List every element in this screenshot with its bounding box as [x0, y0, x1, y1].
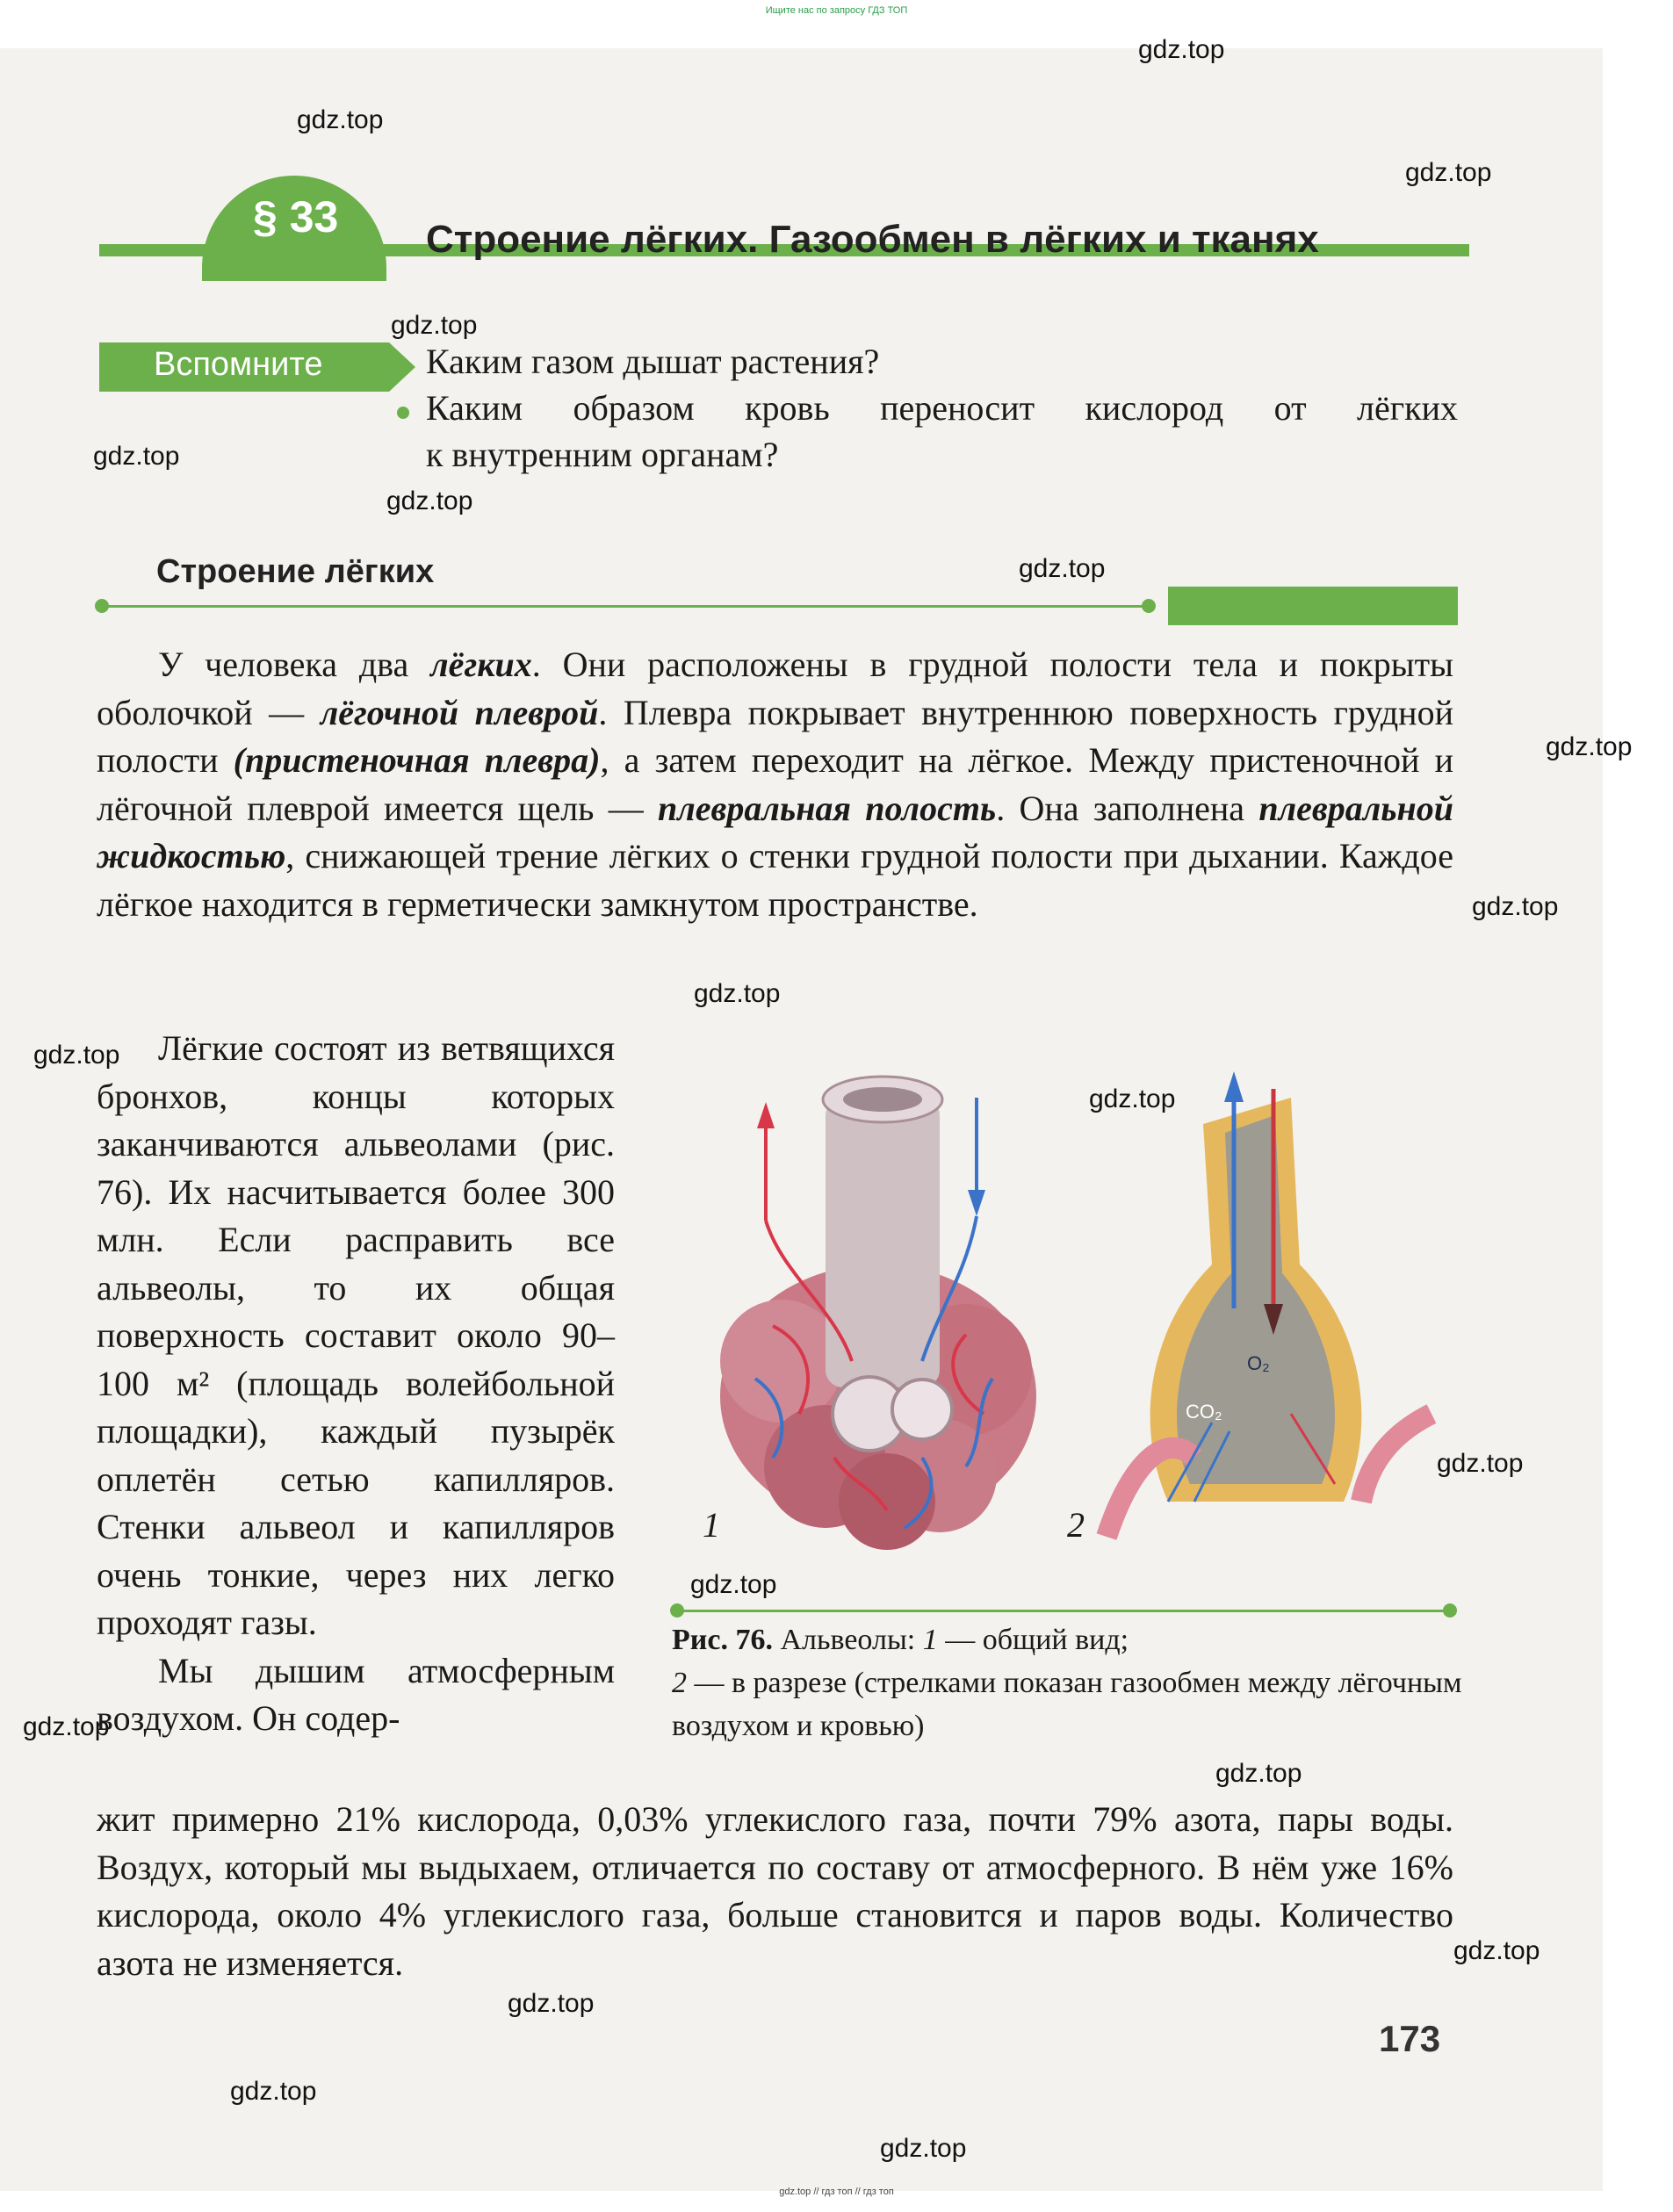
remember-label: Вспомните [154, 346, 323, 383]
paragraph-2: Лёгкие состоят из ветвящихся бронхов, концы которых заканчиваются альвеолами (рис. 76). Их насчитывается более 300 млн. Если расправить все альвеолы, то их общая поверхность составит около 90–100 м² (площадь волейбольной площадки), каждый пузырёк оплетён сетью капилляров. Стенки альвеол и капилляров очень тонкие, через них легко проходят газы. Мы дышим атмосферным воздухом. Он содер- [97, 1028, 615, 1738]
paragraph-3-start: Мы дышим атмосферным воздухом. Он содер- [97, 1650, 615, 1738]
term-pleura: лёгочной плеврой [320, 692, 599, 732]
rule-dot [670, 1603, 684, 1618]
subheading-bar [1168, 587, 1458, 625]
watermark: gdz.top [1437, 1449, 1524, 1478]
figure-label-1: 1 [703, 1505, 720, 1545]
watermark: gdz.top [1089, 1084, 1176, 1113]
o2-label: O₂ [1247, 1352, 1270, 1374]
watermark: gdz.top [1138, 35, 1225, 64]
caption-rule [676, 1610, 1449, 1612]
page-number: 173 [1379, 2018, 1441, 2059]
rule-dot [95, 599, 109, 613]
watermark: gdz.top [1215, 1759, 1302, 1788]
subheading-rule [99, 605, 1149, 608]
watermark: gdz.top [1453, 1936, 1540, 1965]
watermark: gdz.top [880, 2134, 967, 2163]
top-note: Ищите нас по запросу ГДЗ ТОП [765, 5, 908, 16]
watermark: gdz.top [690, 1570, 777, 1599]
alveoli-figure [676, 1045, 1458, 1563]
paragraph-1: У человека два лёгких. Они расположены в грудной полости тела и покрыты оболочкой — лёгочной плеврой. Плевра покрывает внутреннюю поверхность грудной полости (пристеночная плевра), а затем переходит на лёгкое. Между пристеночной и лёгочной плеврой имеется щель — плевральная полость. Она заполнена плевральной жидкостью, снижающей трение лёгких о стенки грудной полости при дыхании. Каждое лёгкое находится в герметически замкнутом пространстве. [97, 645, 1454, 924]
alveoli-general-view [720, 1077, 1036, 1550]
figure-caption: Рис. 76. Альвеолы: 1 — общий вид; 2 — в разрезе (стрелками показан газообмен между лёгочным воздухом и кровью) [672, 1624, 1462, 1742]
watermark: gdz.top [1546, 732, 1633, 761]
section-number: § 33 [253, 192, 339, 241]
term-parietal-pleura: (пристеночная плевра) [233, 740, 601, 780]
watermark: gdz.top [93, 442, 180, 471]
term-lungs: лёгких [430, 645, 532, 684]
rule-dot [1142, 599, 1156, 613]
watermark: gdz.top [230, 2077, 317, 2106]
question-2-cont: к внутренним органам? [426, 435, 779, 474]
watermark: gdz.top [386, 486, 473, 515]
watermark: gdz.top [1472, 892, 1559, 921]
bottom-note: gdz.top // гдз топ // гдз топ [779, 2187, 894, 2197]
section-title: Строение лёгких. Газообмен в лёгких и тканях [426, 218, 1319, 261]
watermark: gdz.top [391, 311, 478, 340]
question-2: Каким образом кровь переносит кислород от лёгких [426, 388, 1458, 428]
watermark: gdz.top [508, 1989, 595, 2018]
alveolus-cross-section [1107, 1071, 1431, 1537]
question-1: Каким газом дышат растения? [426, 342, 880, 381]
term-pleural-cavity: плевральная полость [657, 788, 997, 828]
paragraph-3: жит примерно 21% кислорода, 0,03% углекислого газа, почти 79% азота, пары воды. Воздух, который мы выдыхаем, отличается по составу от атмосферного. В нём уже 16% кислорода, около 4% углекислого газа, больше становится и паров воды. Количество азота не изменяется. [97, 1799, 1453, 1983]
watermark: gdz.top [23, 1712, 110, 1741]
watermark: gdz.top [1405, 158, 1492, 187]
rule-dot [1443, 1603, 1457, 1618]
watermark: gdz.top [1019, 554, 1106, 583]
term-pleural-fluid: плевральной жидкостью [97, 788, 1453, 875]
subheading: Строение лёгких [156, 553, 435, 590]
watermark: gdz.top [297, 105, 384, 134]
watermark: gdz.top [33, 1041, 120, 1070]
bullet-icon [397, 407, 409, 419]
co2-label: CO₂ [1186, 1401, 1222, 1423]
figure-label-2: 2 [1067, 1505, 1085, 1545]
bullet-icon [397, 360, 409, 372]
watermark: gdz.top [694, 979, 781, 1008]
